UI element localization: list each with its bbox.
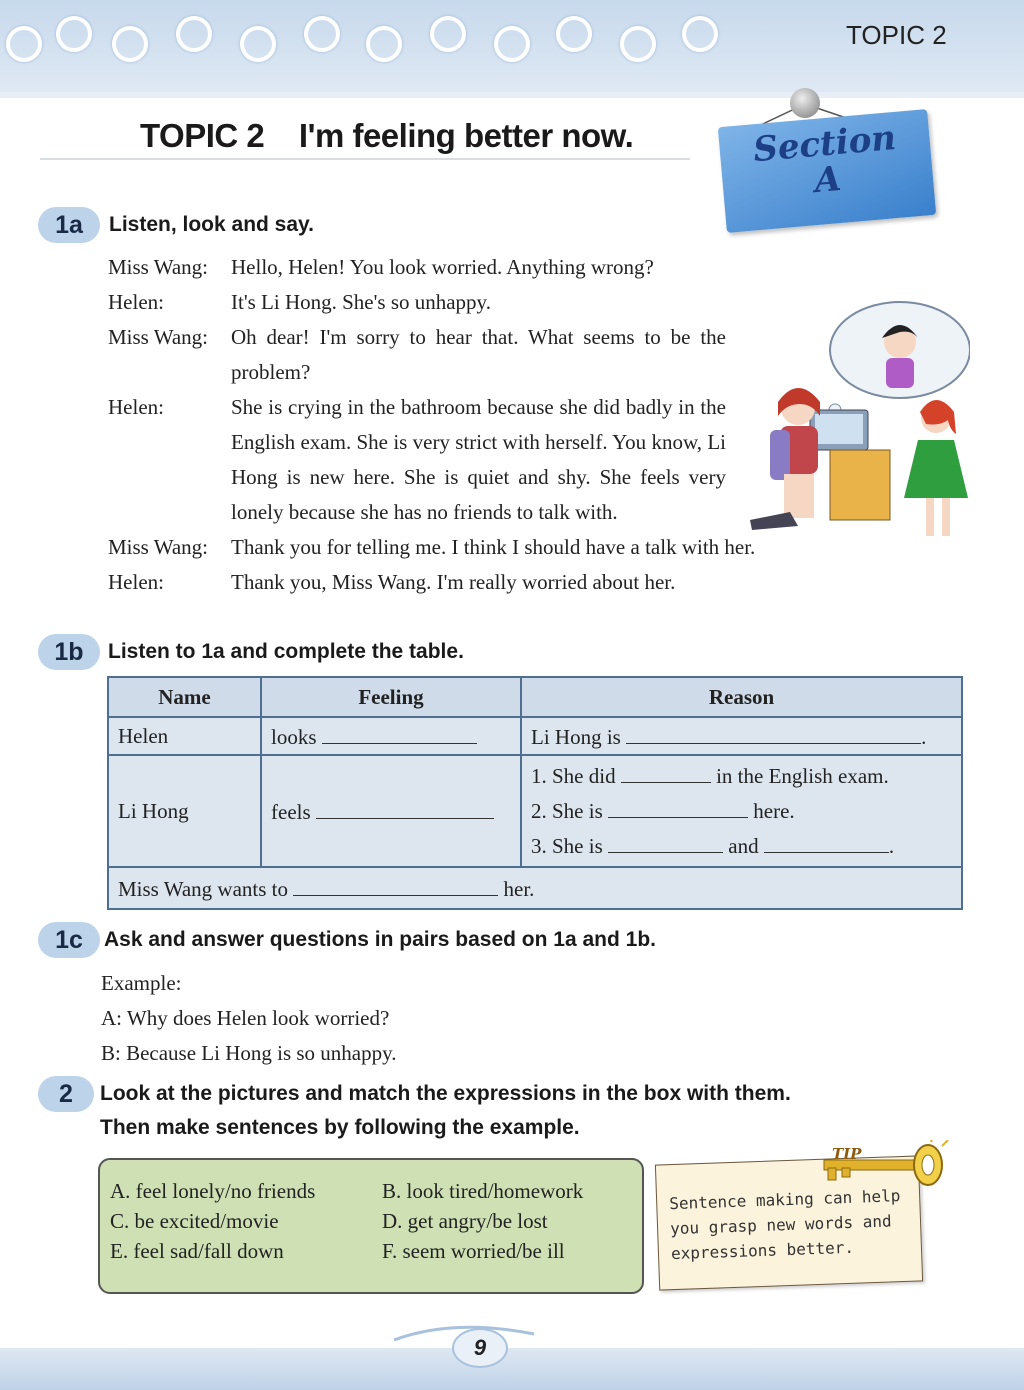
expression-option: C. be excited/movie	[110, 1209, 279, 1233]
table-row	[108, 867, 962, 909]
reason-text: 2. She is	[531, 798, 603, 823]
reason-text: in the English exam.	[716, 763, 889, 788]
office-illustration	[740, 300, 970, 550]
reason-text: Li Hong is	[531, 725, 621, 749]
footer-text: her.	[503, 877, 535, 901]
decor-ring	[176, 16, 212, 52]
reason-end: .	[921, 725, 927, 749]
header-topic-label: TOPIC 2	[846, 20, 947, 50]
header-band	[0, 0, 1024, 92]
dialogue-line	[108, 320, 726, 390]
table-cell	[261, 717, 521, 755]
answer-blank[interactable]	[764, 831, 889, 853]
reason-line	[531, 829, 952, 864]
decor-ring	[240, 26, 276, 62]
answer-blank[interactable]	[322, 722, 477, 744]
table-cell: Li Hong	[108, 755, 261, 867]
reason-line	[531, 759, 952, 794]
table-cell	[521, 755, 962, 867]
footer-text: Miss Wang wants to	[118, 877, 289, 901]
table-row	[108, 755, 962, 867]
pin-icon	[790, 88, 820, 118]
line-text: She is crying in the bathroom because she did badly in the English exam. She is very strict with herself. You know, Li Hong is new here. She is quiet and shy. She feels very lonely because she has no friends to talk with.	[231, 395, 726, 524]
example-line-a: A: Why does Helen look worried?	[101, 1006, 390, 1030]
reason-text: 1. She did	[531, 763, 616, 788]
expression-option: E. feel sad/fall down	[110, 1239, 284, 1263]
answer-blank[interactable]	[293, 874, 498, 896]
decor-ring	[6, 26, 42, 62]
dialogue-line	[108, 285, 733, 320]
feeling-word: looks	[271, 725, 317, 749]
speaker: Miss Wang:	[108, 255, 209, 279]
decor-ring	[430, 16, 466, 52]
key-icon	[820, 1140, 950, 1194]
exercise-badge-1c: 1c	[38, 922, 100, 958]
page-number: 9	[452, 1328, 508, 1368]
dialogue-line	[108, 565, 908, 600]
reason-line	[531, 794, 952, 829]
table-cell: Helen	[108, 717, 261, 755]
decor-ring	[304, 16, 340, 52]
decor-ring	[366, 26, 402, 62]
exercise-1a-instruction: Listen, look and say.	[109, 213, 314, 236]
answer-blank[interactable]	[621, 761, 711, 783]
reason-text: 3. She is	[531, 833, 603, 858]
speaker: Helen:	[108, 290, 164, 314]
expression-option: D. get angry/be lost	[382, 1209, 548, 1233]
decor-ring	[494, 26, 530, 62]
line-text: It's Li Hong. She's so unhappy.	[231, 290, 491, 314]
speaker: Helen:	[108, 570, 164, 594]
decor-ring	[682, 16, 718, 52]
line-text: Hello, Helen! You look worried. Anything wrong?	[231, 255, 654, 279]
expression-option: F. seem worried/be ill	[382, 1239, 565, 1263]
reason-end: .	[888, 833, 895, 858]
expression-option: B. look tired/homework	[382, 1179, 584, 1203]
exercise-badge-1a: 1a	[38, 207, 100, 243]
column-header: Feeling	[261, 677, 521, 717]
table-header-row	[108, 677, 962, 717]
expression-option: A. feel lonely/no friends	[110, 1179, 316, 1203]
line-text: Thank you, Miss Wang. I'm really worried about her.	[231, 570, 676, 594]
section-word: Section	[751, 117, 898, 171]
decor-ring	[556, 16, 592, 52]
decor-ring	[56, 16, 92, 52]
dialogue-line	[108, 390, 726, 530]
speaker: Miss Wang:	[108, 535, 209, 559]
table-cell	[108, 867, 962, 909]
table-cell	[521, 717, 962, 755]
page-title: TOPIC 2 I'm feeling better now.	[140, 117, 634, 154]
example-line-b: B: Because Li Hong is so unhappy.	[101, 1041, 397, 1065]
section-letter: A	[812, 158, 843, 202]
decor-ring	[620, 26, 656, 62]
feeling-word: feels	[271, 800, 311, 824]
answer-blank[interactable]	[626, 722, 921, 744]
feelings-table	[107, 676, 963, 910]
exercise-1b-instruction: Listen to 1a and complete the table.	[108, 640, 464, 663]
reason-text: here.	[753, 798, 795, 823]
exercise-badge-1b: 1b	[38, 634, 100, 670]
answer-blank[interactable]	[608, 796, 748, 818]
exercise-badge-2: 2	[38, 1076, 94, 1112]
tip-key-label: TIP	[832, 1145, 862, 1163]
exercise-1c-instruction: Ask and answer questions in pairs based on 1a and 1b.	[104, 928, 656, 951]
tip-text: Sentence making can help you grasp new words and expressions better.	[668, 1186, 901, 1264]
speaker: Helen:	[108, 395, 164, 419]
table-cell	[261, 755, 521, 867]
dialogue-line	[108, 250, 733, 285]
answer-blank[interactable]	[608, 831, 723, 853]
speaker: Miss Wang:	[108, 325, 209, 349]
answer-blank[interactable]	[316, 797, 494, 819]
reason-text: and	[728, 833, 759, 858]
decor-ring	[112, 26, 148, 62]
table-row	[108, 717, 962, 755]
line-text: Thank you for telling me. I think I should have a talk with her.	[231, 535, 756, 559]
column-header: Reason	[521, 677, 962, 717]
line-text: Oh dear! I'm sorry to hear that. What seems to be the problem?	[231, 325, 726, 384]
example-label: Example:	[101, 971, 182, 995]
column-header: Name	[108, 677, 261, 717]
exercise-2-instruction-line1: Look at the pictures and match the expressions in the box with them.	[100, 1082, 791, 1105]
title-rule	[40, 158, 690, 160]
expressions-box	[98, 1158, 644, 1294]
footer-band	[0, 1348, 1024, 1390]
section-tag	[718, 109, 936, 233]
exercise-2-instruction-line2: Then make sentences by following the example.	[100, 1116, 580, 1139]
